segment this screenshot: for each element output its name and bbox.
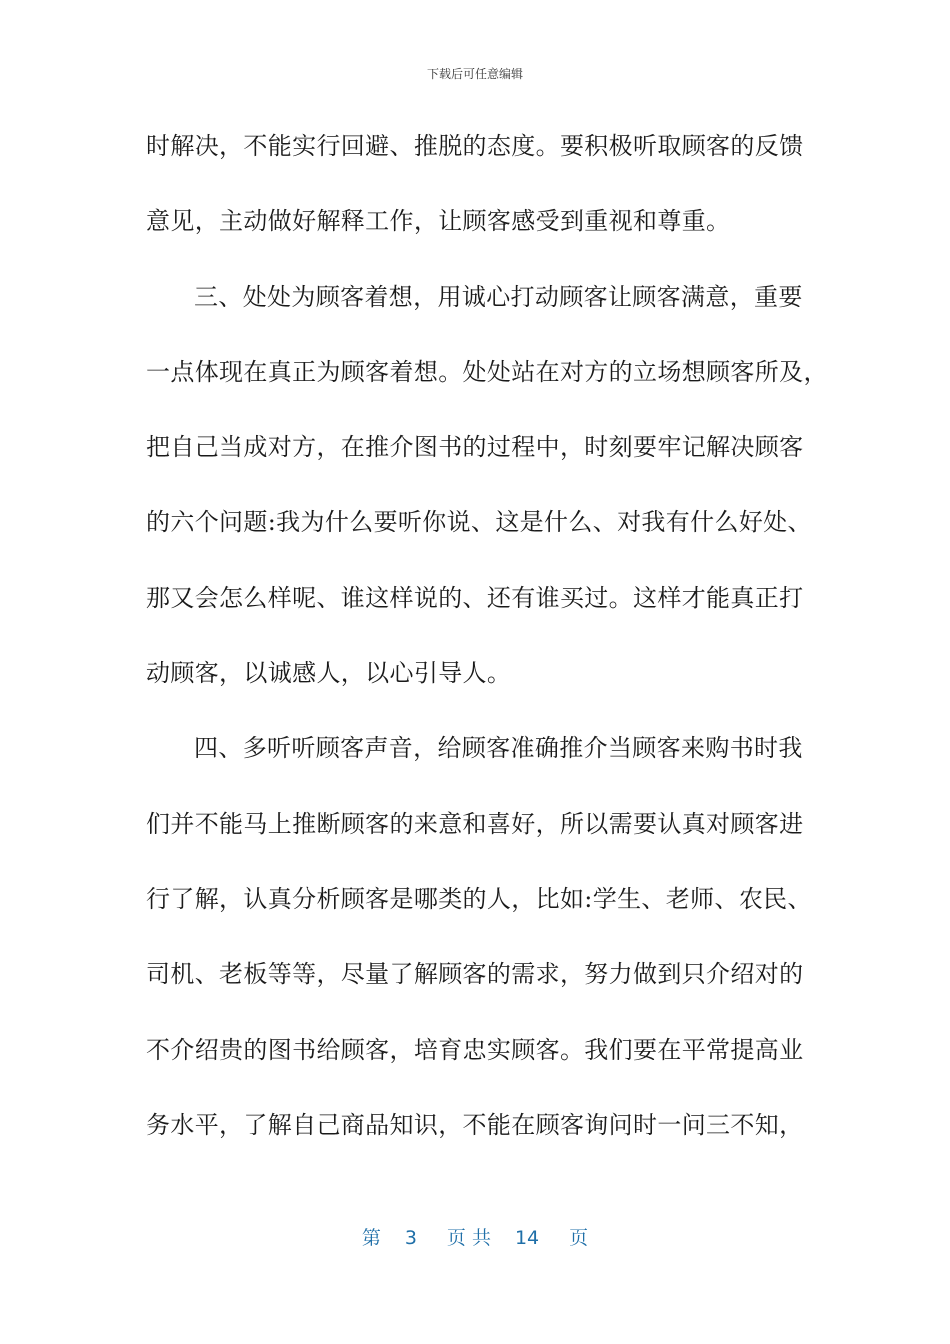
- text-line: 务水平，了解自己商品知识，不能在顾客询问时一问三不知，: [146, 1110, 804, 1139]
- total-pages-number: 14: [514, 1227, 540, 1249]
- document-body: [146, 124, 828, 1178]
- footer-middle: 页 共: [446, 1227, 491, 1249]
- text-line: 一点体现在真正为顾客着想。处处站在对方的立场想顾客所及，: [146, 357, 828, 386]
- footer-prefix: 第: [361, 1227, 381, 1249]
- text-line: 不介绍贵的图书给顾客，培育忠实顾客。我们要在平常提高业: [146, 1035, 804, 1064]
- paragraph-start-line: 三、处处为顾客着想，用诚心打动顾客让顾客满意，重要: [194, 282, 803, 311]
- text-line: 行了解，认真分析顾客是哪类的人，比如:学生、老师、农民、: [146, 884, 812, 913]
- page-footer: [0, 1224, 950, 1252]
- text-line: 动顾客，以诚感人，以心引导人。: [146, 659, 512, 688]
- text-line: 那又会怎么样呢、谁这样说的、还有谁买过。这样才能真正打: [146, 583, 804, 612]
- paragraph-start-line: 四、多听听顾客声音，给顾客准确推介当顾客来购书时我: [194, 734, 803, 763]
- text-line: 司机、老板等等，尽量了解顾客的需求，努力做到只介绍对的: [146, 960, 804, 989]
- text-line: 把自己当成对方，在推介图书的过程中，时刻要牢记解决顾客: [146, 433, 804, 462]
- footer-suffix: 页: [569, 1227, 589, 1249]
- text-line: 时解决，不能实行回避、推脱的态度。要积极听取顾客的反馈: [146, 132, 804, 160]
- text-line: 意见，主动做好解释工作，让顾客感受到重视和尊重。: [146, 207, 731, 236]
- current-page-number: 3: [404, 1227, 417, 1249]
- page-header: 下载后可任意编辑: [426, 67, 523, 81]
- text-line: 的六个问题:我为什么要听你说、这是什么、对我有什么好处、: [146, 508, 812, 537]
- text-line: 们并不能马上推断顾客的来意和喜好，所以需要认真对顾客进: [146, 809, 804, 838]
